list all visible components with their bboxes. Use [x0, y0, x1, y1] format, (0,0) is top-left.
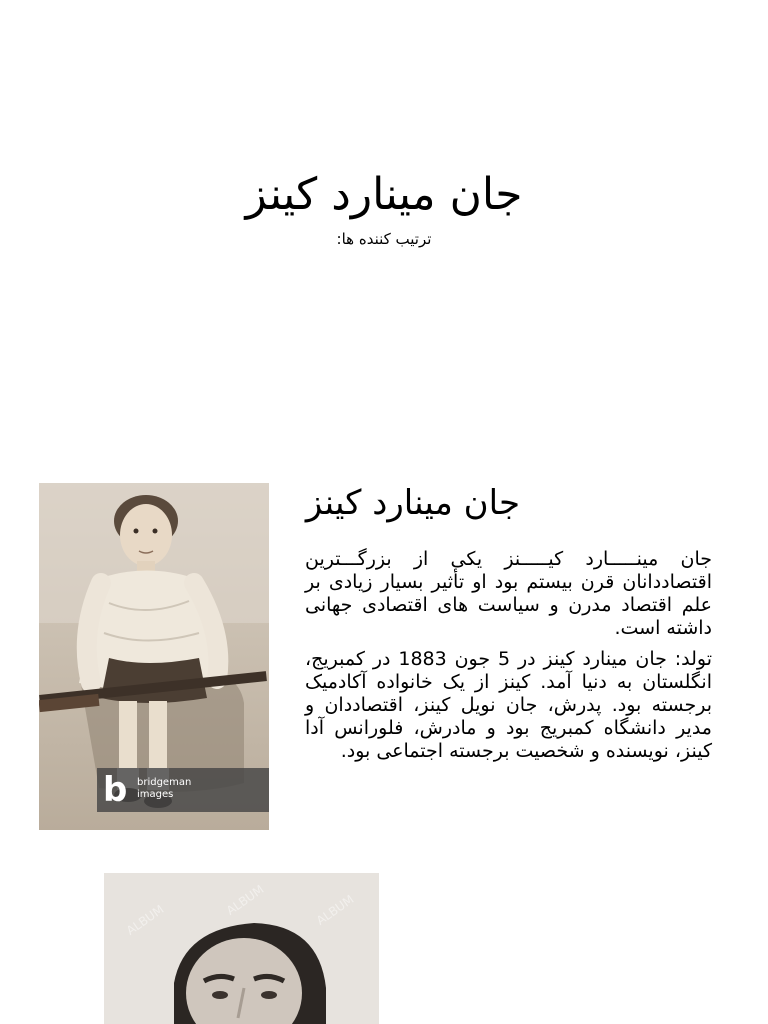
birth-paragraph: تولد: جان مینارد کینز در 5 جون 1883 در کمبریج، انگلستان به دنیا آمد. کینز از یک خانواده آکادمیک برجسته بود. پدرش، جان نویل کینز، اقتصاددان و مدیر دانشگاه کمبریج بود و مادرش، فلورانس آدا کینز، نویسنده و شخصیت برجسته اجتماعی بود.	[305, 648, 713, 762]
album-watermark: ALBUM	[313, 892, 357, 928]
biography-text	[305, 548, 712, 771]
slide-subtitle: ترتیب کننده ها:	[336, 230, 432, 248]
badge-line-2: images	[137, 789, 174, 800]
bridgeman-images-badge	[97, 768, 269, 812]
intro-paragraph: جان مینـــــارد کیـــــنز یکی از بزرگـــترین اقتصاددانان قرن بیستم بود او تأثیر بسیار زیادی بر علم اقتصاد مدرن و سیاست های اقتصادی جهانی داشته است.	[305, 548, 712, 639]
keynes-child-photo	[39, 483, 269, 830]
bridgeman-logo-text	[137, 777, 191, 801]
section-title: جان مینارد کینز	[305, 483, 520, 523]
album-watermark: ALBUM	[223, 882, 267, 918]
album-watermark: ALBUM	[123, 902, 167, 938]
slide-title: جان مینارد کینز	[245, 169, 523, 220]
keynes-adult-photo	[104, 873, 379, 1024]
bridgeman-logo-mark: b	[103, 770, 128, 810]
badge-line-1: bridgeman	[137, 777, 192, 788]
